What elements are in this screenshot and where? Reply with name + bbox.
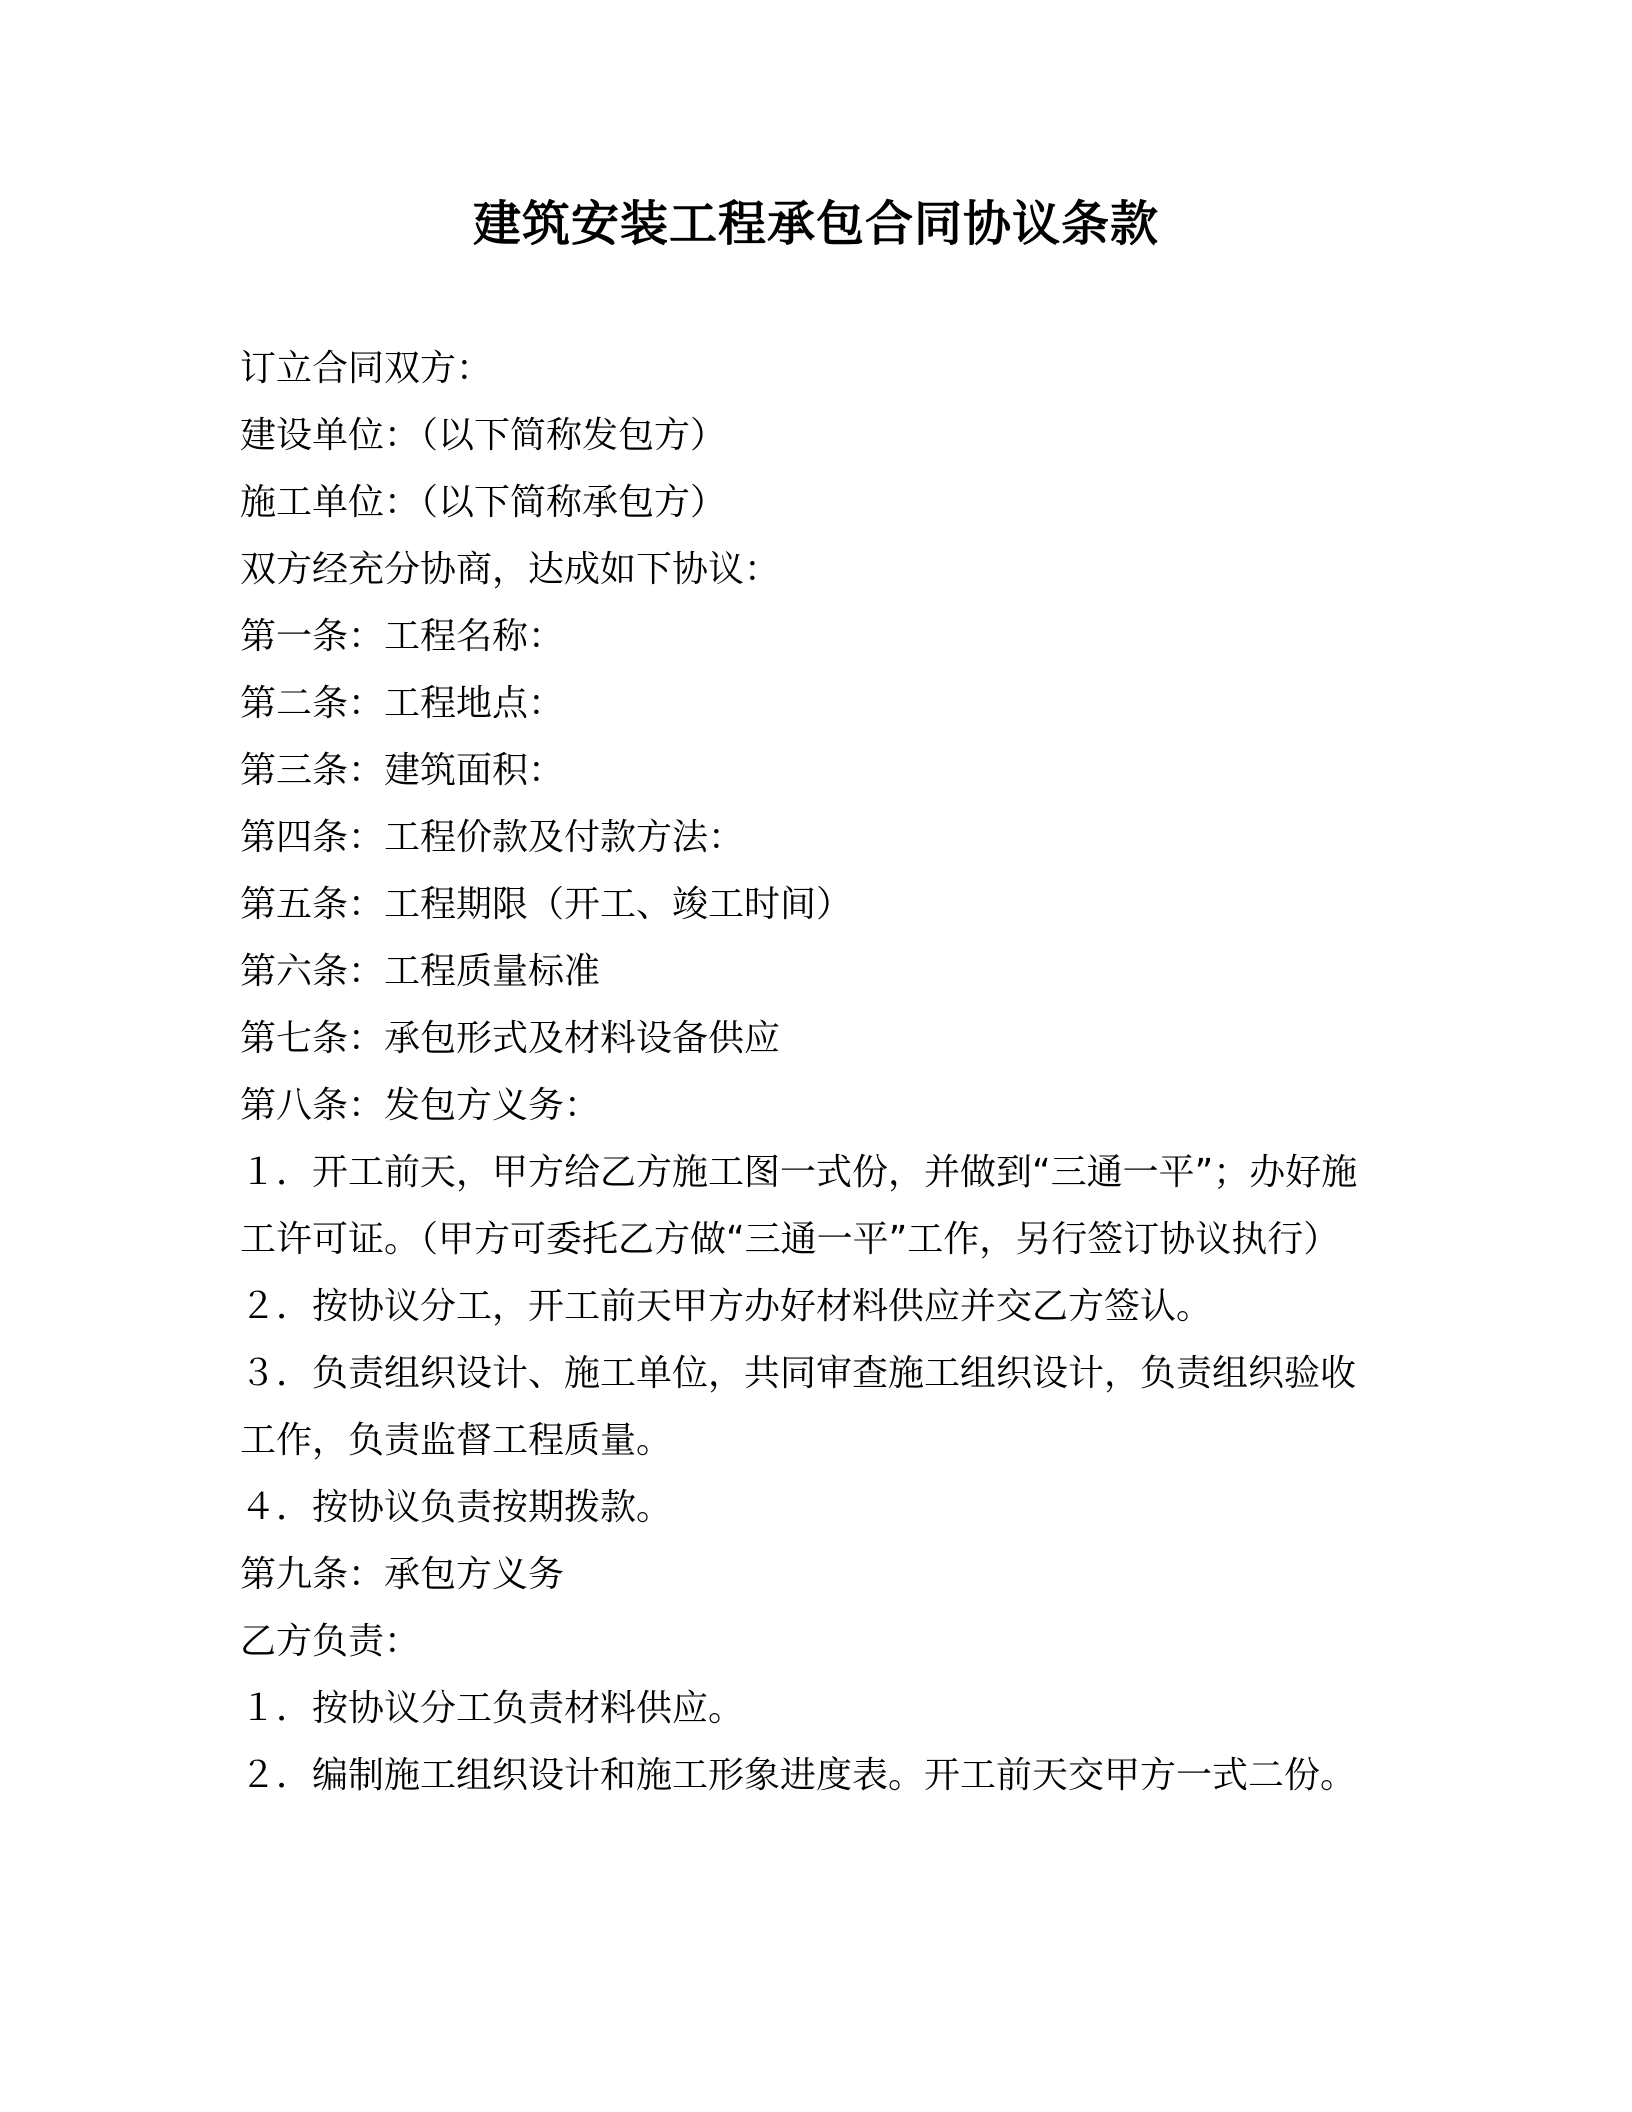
article-2: 第二条：工程地点： bbox=[240, 683, 565, 724]
article-5: 第五条：工程期限（开工、竣工时间） bbox=[240, 884, 853, 925]
contractor-duty-1: １．按协议分工负责材料供应。 bbox=[240, 1688, 745, 1729]
parties-heading: 订立合同双方： bbox=[240, 348, 493, 389]
document-title: 建筑安装工程承包合同协议条款 bbox=[472, 196, 1159, 252]
owner-duty-3: ３．负责组织设计、施工单位，共同审查施工组织设计，负责组织验收工作，负责监督工程质量。 bbox=[240, 1353, 1357, 1461]
article-9: 第九条：承包方义务 bbox=[240, 1554, 565, 1595]
article-1: 第一条：工程名称： bbox=[240, 616, 565, 657]
article-4: 第四条：工程价款及付款方法： bbox=[240, 817, 745, 858]
owner-duty-2: ２．按协议分工，开工前天甲方办好材料供应并交乙方签认。 bbox=[240, 1286, 1213, 1327]
owner-duty-4: ４．按协议负责按期拨款。 bbox=[240, 1487, 673, 1528]
contractor-party-line: 施工单位：（以下简称承包方） bbox=[240, 482, 727, 523]
article-7: 第七条：承包形式及材料设备供应 bbox=[240, 1018, 781, 1059]
article-6: 第六条：工程质量标准 bbox=[240, 951, 601, 992]
agreement-intro: 双方经充分协商，达成如下协议： bbox=[240, 549, 781, 590]
document-body bbox=[240, 335, 1390, 1809]
article-3: 第三条：建筑面积： bbox=[240, 750, 565, 791]
owner-party-line: 建设单位：（以下简称发包方） bbox=[240, 415, 727, 456]
contractor-duty-2: ２．编制施工组织设计和施工形象进度表。开工前天交甲方一式二份。 bbox=[240, 1755, 1357, 1796]
contractor-label: 乙方负责： bbox=[240, 1621, 421, 1662]
owner-duty-1: １．开工前天，甲方给乙方施工图一式份，并做到“三通一平”；办好施工许可证。（甲方可委托乙方做“三通一平”工作，另行签订协议执行） bbox=[240, 1152, 1358, 1260]
article-8: 第八条：发包方义务： bbox=[240, 1085, 601, 1126]
